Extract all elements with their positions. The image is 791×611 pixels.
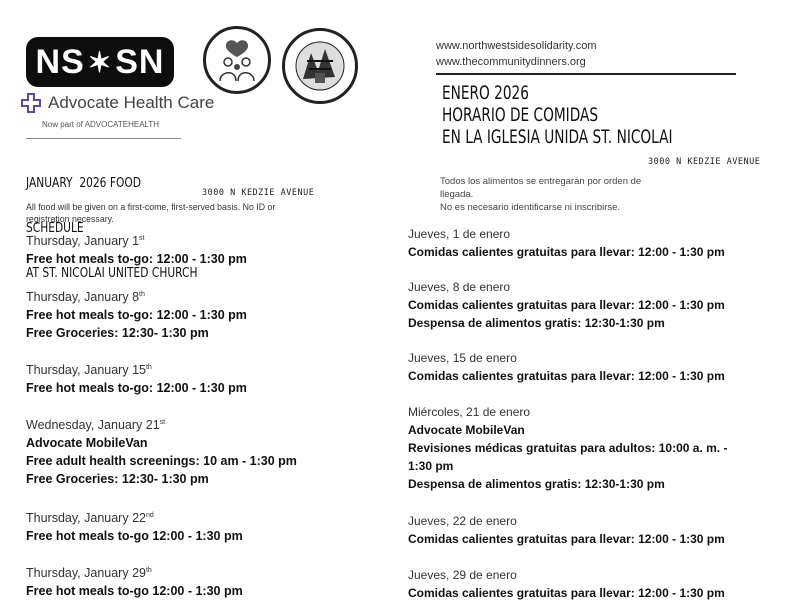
event-line: Comidas calientes gratuitas para llevar: 12:00 - 1:30 pm bbox=[408, 532, 725, 546]
community-dinners-seal bbox=[282, 28, 358, 104]
english-address: 3000 N KEDZIE AVENUE bbox=[202, 188, 315, 198]
english-title-line2: SCHEDULE bbox=[26, 221, 84, 236]
event-line: Despensa de alimentos gratis: 12:30-1:30 pm bbox=[408, 477, 665, 491]
nssn-logo-right: SN bbox=[115, 42, 165, 81]
event-date: Jueves, 29 de enero bbox=[408, 568, 517, 582]
divider bbox=[436, 73, 736, 75]
event-date: Wednesday, January 21st bbox=[26, 418, 166, 432]
event-line: Free hot meals to-go: 12:00 - 1:30 pm bbox=[26, 308, 247, 322]
english-title-line1: JANUARY 2026 FOOD bbox=[26, 176, 141, 191]
event-jan-1 bbox=[26, 233, 247, 268]
event-line: 1:30 pm bbox=[408, 459, 454, 473]
spanish-title-line1: ENERO 2026 bbox=[442, 82, 529, 104]
event-date: Jueves, 1 de enero bbox=[408, 227, 511, 241]
star-icon: ✶ bbox=[87, 46, 113, 78]
event-line: Free hot meals to-go: 12:00 - 1:30 pm bbox=[26, 252, 247, 266]
cross-icon bbox=[20, 92, 42, 114]
spanish-title-line2: HORARIO DE COMIDAS bbox=[442, 104, 599, 126]
event-jan-22 bbox=[26, 510, 243, 545]
evento-8-enero bbox=[408, 279, 725, 332]
evento-21-enero bbox=[408, 404, 727, 493]
evento-15-enero bbox=[408, 350, 725, 385]
advocate-subtitle: Now part of ADVOCATEHEALTH bbox=[42, 120, 160, 129]
event-date: Thursday, January 22nd bbox=[26, 511, 154, 525]
spanish-note: Todos los alimentos se entregarán por orden de llegada. No es necesario identificarse ni inscribirse. bbox=[440, 176, 642, 213]
event-jan-21 bbox=[26, 417, 297, 488]
event-jan-15 bbox=[26, 362, 247, 397]
event-line: Free hot meals to-go 12:00 - 1:30 pm bbox=[26, 584, 243, 598]
event-date: Jueves, 22 de enero bbox=[408, 514, 517, 528]
event-line: Advocate MobileVan bbox=[26, 436, 148, 450]
event-line: Comidas calientes gratuitas para llevar: 12:00 - 1:30 pm bbox=[408, 586, 725, 600]
event-date: Thursday, January 1st bbox=[26, 234, 145, 248]
event-line: Free Groceries: 12:30- 1:30 pm bbox=[26, 326, 209, 340]
event-line: Free adult health screenings: 10 am - 1:30 pm bbox=[26, 454, 297, 468]
english-note: All food will be given on a first-come, first-served basis. No ID or registration necessary. bbox=[26, 202, 276, 224]
advocate-logo bbox=[20, 92, 214, 114]
event-date: Thursday, January 29th bbox=[26, 566, 152, 580]
event-date: Thursday, January 15th bbox=[26, 363, 152, 377]
event-line: Revisiones médicas gratuitas para adultos: 10:00 a. m. - bbox=[408, 441, 728, 455]
evento-1-enero bbox=[408, 226, 725, 261]
event-line: Comidas calientes gratuitas para llevar: 12:00 - 1:30 pm bbox=[408, 245, 725, 259]
spanish-title bbox=[442, 82, 759, 148]
nssn-logo bbox=[26, 37, 174, 87]
avondale-mutual-aid-seal bbox=[203, 26, 271, 94]
english-title-line3: AT ST. NICOLAI UNITED CHURCH bbox=[26, 266, 198, 281]
advocate-name: Advocate Health Care bbox=[48, 93, 215, 112]
event-line: Free hot meals to-go 12:00 - 1:30 pm bbox=[26, 529, 243, 543]
evento-22-enero bbox=[408, 513, 725, 548]
event-line: Comidas calientes gratuitas para llevar: 12:00 - 1:30 pm bbox=[408, 298, 725, 312]
url-communitydinners: www.thecommunitydinners.org bbox=[436, 56, 586, 68]
event-line: Free hot meals to-go: 12:00 - 1:30 pm bbox=[26, 381, 247, 395]
evento-29-enero bbox=[408, 567, 725, 602]
event-date: Miércoles, 21 de enero bbox=[408, 405, 531, 419]
nssn-logo-left: NS bbox=[35, 42, 85, 81]
event-line: Free Groceries: 12:30- 1:30 pm bbox=[26, 472, 209, 486]
event-date: Thursday, January 8th bbox=[26, 290, 145, 304]
spanish-title-line3: EN LA IGLESIA UNIDA ST. NICOLAI bbox=[442, 126, 673, 148]
event-line: Despensa de alimentos gratis: 12:30-1:30 pm bbox=[408, 316, 665, 330]
url-northwestside: www.northwestsidesolidarity.com bbox=[436, 40, 597, 52]
event-date: Jueves, 8 de enero bbox=[408, 280, 511, 294]
event-line: Comidas calientes gratuitas para llevar: 12:00 - 1:30 pm bbox=[408, 369, 725, 383]
event-jan-29 bbox=[26, 565, 243, 600]
event-jan-8 bbox=[26, 289, 247, 342]
divider bbox=[26, 138, 181, 139]
event-date: Jueves, 15 de enero bbox=[408, 351, 517, 365]
event-line: Advocate MobileVan bbox=[408, 423, 525, 437]
spanish-address: 3000 N KEDZIE AVENUE bbox=[648, 157, 761, 167]
